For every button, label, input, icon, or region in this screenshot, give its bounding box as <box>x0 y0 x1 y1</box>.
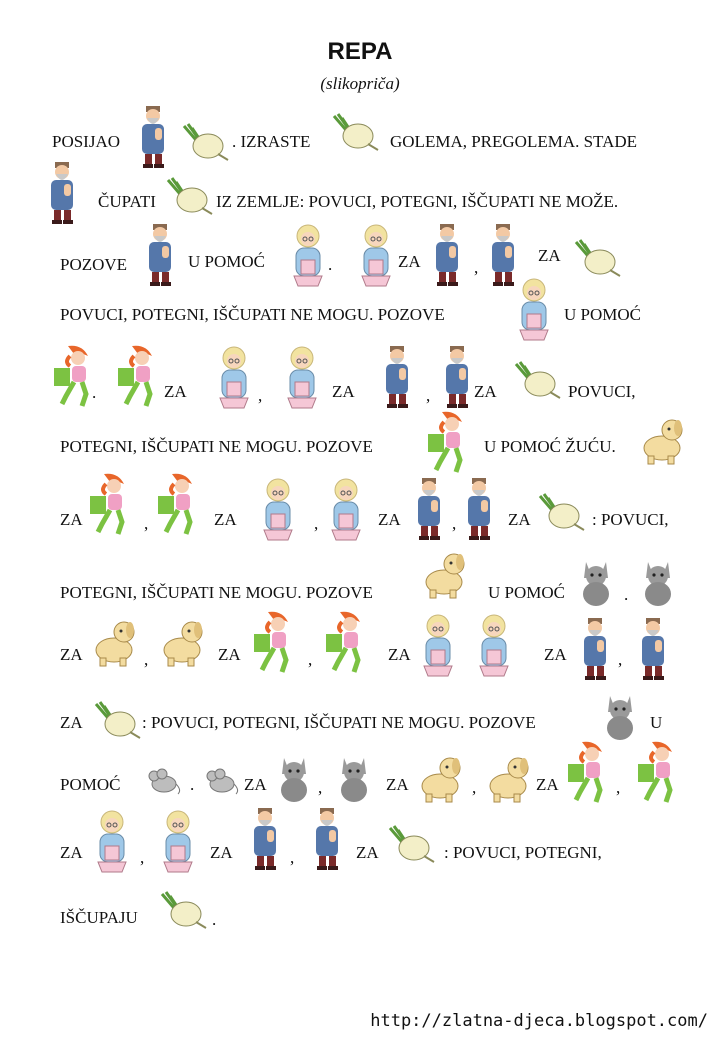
grandpa-icon <box>636 616 672 682</box>
cat-icon <box>576 556 616 608</box>
girl-icon <box>52 344 96 410</box>
turnip-icon <box>536 492 586 532</box>
story-text-segment: , <box>318 778 323 797</box>
story-text-segment: IZ ZEMLJE: POVUCI, POTEGNI, IŠČUPATI NE MOŽE. <box>216 192 619 211</box>
story-text-segment: ČUPATI <box>98 192 156 211</box>
girl-icon <box>636 740 680 806</box>
story-text-segment: , <box>474 258 479 277</box>
story-text-segment: POTEGNI, IŠČUPATI NE MOGU. POZOVE <box>60 437 373 456</box>
story-text-segment: U <box>650 713 663 732</box>
turnip-icon <box>572 238 622 278</box>
story-text-segment: ZA <box>218 645 241 664</box>
grandma-icon <box>418 612 458 678</box>
grandma-icon <box>282 344 322 410</box>
story-text-segment: ZA <box>378 510 401 529</box>
story-text-segment: POSIJAO <box>52 132 121 151</box>
grandma-icon <box>326 476 366 542</box>
story-text-segment: . <box>624 585 629 604</box>
story-text-segment: , <box>616 778 621 797</box>
story-text-segment: ZA <box>60 843 83 862</box>
story-text-segment: ZA <box>536 775 559 794</box>
dog-icon <box>414 752 466 804</box>
story-text-segment: ZA <box>386 775 409 794</box>
mouse-icon <box>198 766 242 796</box>
story-text-segment: ZA <box>244 775 267 794</box>
story-text-segment: . <box>190 775 195 794</box>
story-text-segment: ZA <box>544 645 567 664</box>
story-text-segment: GOLEMA, PREGOLEMA. STADE <box>390 132 638 151</box>
dog-icon <box>88 616 140 668</box>
grandpa-icon <box>412 476 448 542</box>
grandma-icon <box>214 344 254 410</box>
story-text-segment: , <box>618 650 623 669</box>
grandma-icon <box>258 476 298 542</box>
girl-icon <box>324 610 368 676</box>
story-text-segment: ZA <box>332 382 355 401</box>
story-text-segment: POMOĆ <box>60 775 121 794</box>
page-title: REPA <box>327 38 393 65</box>
story-text-segment: ZA <box>388 645 411 664</box>
turnip-icon <box>386 824 436 864</box>
story-text-segment: ZA <box>474 382 497 401</box>
mouse-icon <box>140 766 184 796</box>
grandma-icon <box>356 222 396 288</box>
story-text-segment: U POMOĆ <box>188 252 265 271</box>
story-text-segment: , <box>452 514 457 533</box>
grandma-icon <box>288 222 328 288</box>
story-text-segment: , <box>314 514 319 533</box>
story-text-segment: ZA <box>356 843 379 862</box>
grandpa-icon <box>310 806 346 872</box>
girl-icon <box>426 410 470 476</box>
grandpa-icon <box>136 104 172 170</box>
story-text-segment: POVUCI, <box>568 382 636 401</box>
story-text-segment: ZA <box>508 510 531 529</box>
story-text-segment: , <box>426 386 431 405</box>
turnip-icon <box>180 122 230 162</box>
girl-icon <box>566 740 610 806</box>
story-text-segment: U POMOĆ <box>488 583 565 602</box>
cat-icon <box>600 690 640 742</box>
grandma-icon <box>474 612 514 678</box>
grandpa-icon <box>440 344 476 410</box>
girl-icon <box>116 344 160 410</box>
story-text-segment: , <box>290 848 295 867</box>
story-text-segment: , <box>308 650 313 669</box>
story-text-segment: , <box>140 848 145 867</box>
grandpa-icon <box>578 616 614 682</box>
dog-icon <box>418 548 470 600</box>
story-text-segment: POZOVE <box>60 255 128 274</box>
story-text-segment: : POVUCI, POTEGNI, <box>444 843 602 862</box>
grandpa-icon <box>380 344 416 410</box>
girl-icon <box>88 472 132 538</box>
story-text-segment: ZA <box>214 510 237 529</box>
grandpa-icon <box>143 222 179 288</box>
story-text-segment: : POVUCI, <box>592 510 669 529</box>
turnip-icon <box>330 112 380 152</box>
story-text-segment: U POMOĆ ŽUĆU. <box>484 437 616 456</box>
turnip-icon <box>164 176 214 216</box>
page-subtitle: (slikopriča) <box>320 74 400 93</box>
story-text-segment: U POMOĆ <box>564 305 641 324</box>
girl-icon <box>156 472 200 538</box>
story-text-segment: , <box>472 778 477 797</box>
story-text-segment: ZA <box>210 843 233 862</box>
footer-url: http://zlatna-djeca.blogspot.com/ <box>370 1011 708 1031</box>
story-text-segment: . <box>328 255 333 274</box>
grandpa-icon <box>248 806 284 872</box>
grandpa-icon <box>430 222 466 288</box>
story-text-segment: : POVUCI, POTEGNI, IŠČUPATI NE MOGU. POZOVE <box>142 713 536 732</box>
turnip-icon <box>512 360 562 400</box>
cat-icon <box>334 752 374 804</box>
story-text-segment: . <box>212 910 217 929</box>
story-text-segment: ZA <box>164 382 187 401</box>
dog-icon <box>156 616 208 668</box>
grandma-icon <box>158 808 198 874</box>
story-text-segment: . IZRASTE <box>232 132 311 151</box>
grandma-icon <box>514 276 554 342</box>
grandma-icon <box>92 808 132 874</box>
story-text-segment: , <box>144 514 149 533</box>
cat-icon <box>274 752 314 804</box>
story-text-segment: ZA <box>60 645 83 664</box>
story-text-segment: POTEGNI, IŠČUPATI NE MOGU. POZOVE <box>60 583 373 602</box>
turnip-icon <box>158 890 208 930</box>
grandpa-icon <box>45 160 81 226</box>
story-text-segment: IŠČUPAJU <box>60 908 138 927</box>
cat-icon <box>638 556 678 608</box>
story-text-segment: , <box>258 386 263 405</box>
girl-icon <box>252 610 296 676</box>
story-text-segment: POVUCI, POTEGNI, IŠČUPATI NE MOGU. POZOVE <box>60 305 445 324</box>
grandpa-icon <box>462 476 498 542</box>
story-text-segment: ZA <box>398 252 421 271</box>
story-text-segment: ZA <box>60 713 83 732</box>
turnip-icon <box>92 700 142 740</box>
story-text-segment: . <box>92 383 97 402</box>
dog-icon <box>636 414 688 466</box>
story-text-segment: , <box>144 650 149 669</box>
story-text-segment: ZA <box>60 510 83 529</box>
dog-icon <box>482 752 534 804</box>
story-text-segment: ZA <box>538 246 561 265</box>
